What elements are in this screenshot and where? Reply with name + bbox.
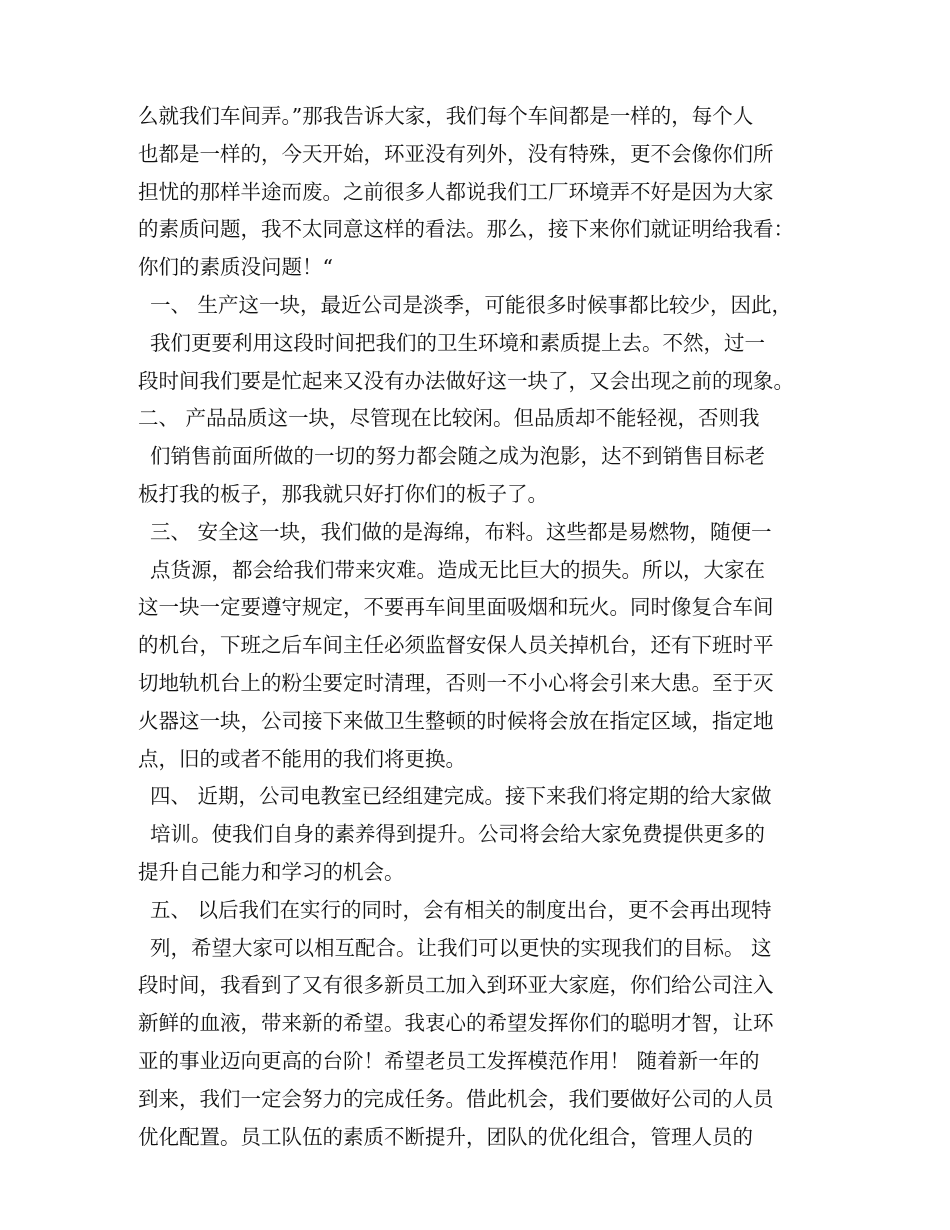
text-line: 这一块一定要遵守规定，不要再车间里面吸烟和玩火。同时像复合车间: [138, 595, 774, 620]
text-line: 列，希望大家可以相互配合。让我们可以更快的实现我们的目标。 这: [150, 935, 772, 960]
text-line: 我们更要利用这段时间把我们的卫生环境和素质提上去。不然，过一: [150, 330, 765, 355]
text-line: 板打我的板子，那我就只好打你们的板子了。: [138, 481, 548, 506]
text-line: 的素质问题，我不太同意这样的看法。那么，接下来你们就证明给我看：: [138, 217, 794, 242]
list-item-2-heading: 二、 产品品质这一块，尽管现在比较闲。但品质却不能轻视，否则我: [138, 406, 760, 431]
text-line: 的机台，下班之后车间主任必须监督安保人员关掉机台，还有下班时平: [138, 633, 774, 658]
list-item-4-heading: 四、 近期，公司电教室已经组建完成。接下来我们将定期的给大家做: [150, 784, 772, 809]
text-line: 到来，我们一定会努力的完成任务。借此机会，我们要做好公司的人员: [138, 1086, 774, 1111]
text-line: 亚的事业迈向更高的台阶！希望老员工发挥模范作用！ 随着新一年的: [138, 1048, 760, 1073]
text-line: 点，旧的或者不能用的我们将更换。: [138, 746, 466, 771]
text-line: 培训。使我们自身的素养得到提升。公司将会给大家免费提供更多的: [150, 822, 765, 847]
text-line: 提升自己能力和学习的机会。: [138, 859, 405, 884]
text-line: 也都是一样的，今天开始，环亚没有列外，没有特殊，更不会像你们所: [138, 141, 774, 166]
text-line: 你们的素质没问题！“: [138, 255, 333, 280]
text-line: 段时间我们要是忙起来又没有办法做好这一块了，又会出现之前的现象。: [138, 368, 794, 393]
text-line: 们销售前面所做的一切的努力都会随之成为泡影，达不到销售目标老: [150, 444, 765, 469]
text-line: 火器这一块，公司接下来做卫生整顿的时候将会放在指定区域，指定地: [138, 708, 774, 733]
list-item-3-heading: 三、 安全这一块，我们做的是海绵，布料。这些都是易燃物，随便一: [150, 519, 772, 544]
text-line: 点货源，都会给我们带来灾难。造成无比巨大的损失。所以，大家在: [150, 557, 765, 582]
text-line: 新鲜的血液，带来新的希望。我衷心的希望发挥你们的聪明才智，让环: [138, 1011, 774, 1036]
text-line: 切地轨机台上的粉尘要定时清理，否则一不小心将会引来大患。至于灭: [138, 670, 774, 695]
text-line: 担忧的那样半途而废。之前很多人都说我们工厂环境弄不好是因为大家: [138, 179, 774, 204]
document-body: [138, 98, 828, 1156]
list-item-5-heading: 五、 以后我们在实行的同时，会有相关的制度出台，更不会再出现特: [150, 897, 772, 922]
text-line: 段时间，我看到了又有很多新员工加入到环亚大家庭，你们给公司注入: [138, 973, 774, 998]
text-line: 么就我们车间弄。”那我告诉大家，我们每个车间都是一样的，每个人: [138, 104, 754, 128]
text-line: 优化配置。员工队伍的素质不断提升，团队的优化组合，管理人员的: [138, 1124, 753, 1149]
list-item-1-heading: 一、 生产这一块，最近公司是淡季，可能很多时候事都比较少，因此，: [150, 292, 793, 317]
